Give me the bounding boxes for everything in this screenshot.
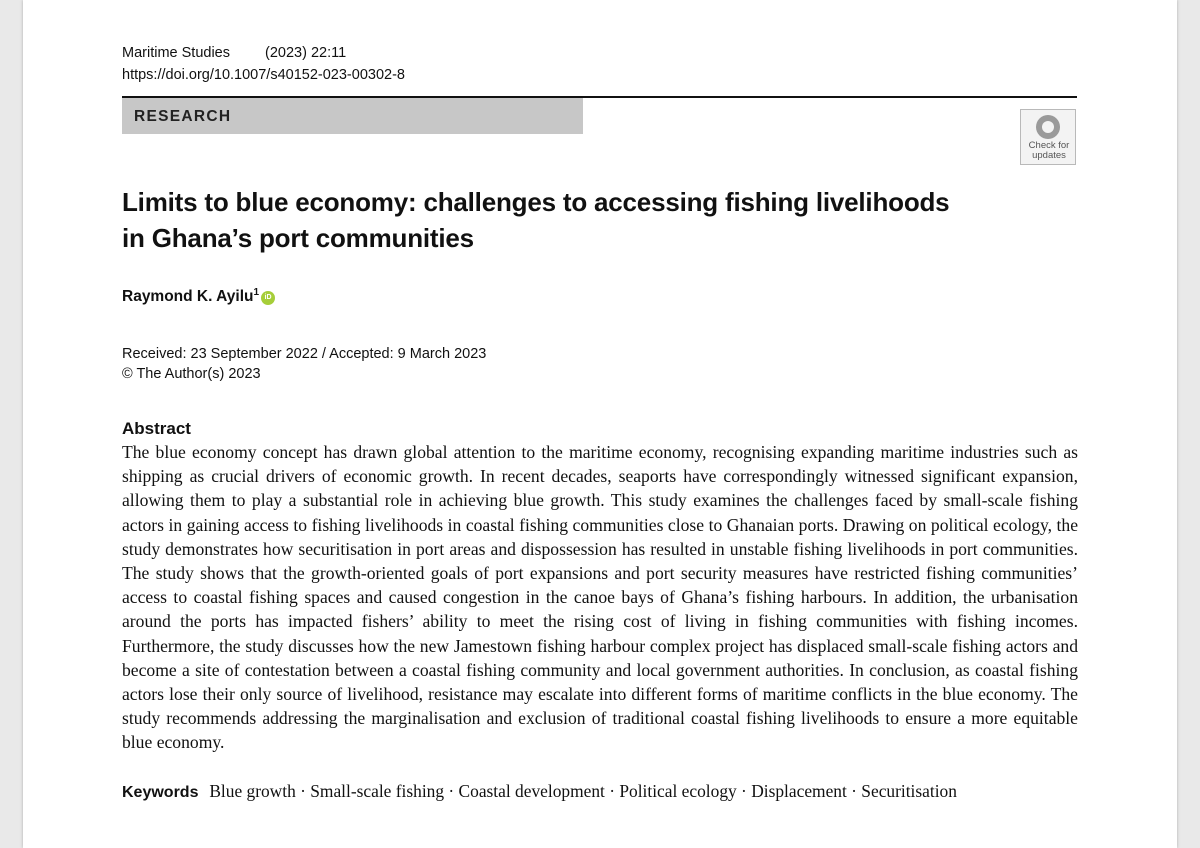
keywords-label: Keywords: [122, 784, 199, 801]
doi-link[interactable]: https://doi.org/10.1007/s40152-023-00302-8: [122, 67, 405, 83]
section-bar: [122, 98, 583, 134]
check-for-updates-badge[interactable]: [1020, 109, 1076, 165]
orcid-icon[interactable]: iD: [261, 291, 275, 305]
dates-block: [122, 344, 486, 384]
keywords: [122, 781, 957, 802]
author: [122, 287, 275, 306]
check-updates-label: Check for updates: [1028, 140, 1070, 161]
citation: (2023) 22:11: [265, 45, 347, 61]
received-accepted: Received: 23 September 2022 / Accepted: 9 March 2023: [122, 346, 487, 362]
affiliation-marker: 1: [253, 287, 260, 298]
section-label: RESEARCH: [134, 108, 232, 125]
paper-title: Limits to blue economy: challenges to accessing fishing livelihoods in Ghana’s port communities: [122, 187, 950, 253]
abstract-heading: Abstract: [122, 419, 191, 438]
journal-name: Maritime Studies: [122, 45, 230, 61]
check-updates-icon: [1036, 115, 1060, 139]
copyright: © The Author(s) 2023: [122, 366, 261, 382]
abstract-text: The blue economy concept has drawn global attention to the maritime economy, recognising expanding maritime industries such as shipping as crucial drivers of economic growth. In recent decades, seaports have correspondingly witnessed significant expansion, allowing them to play a substantial role in achieving blue growth. This study examines the challenges faced by small-scale fishing actors in gaining access to fishing livelihoods in coastal fishing communities close to Ghanaian ports. Drawing on political ecology, the study demonstrates how securitisation in port areas and dispossession has resulted in unstable fishing livelihoods in port communities. The study shows that the growth-oriented goals of port expansions and port security measures have restricted fishing communities’ access to coastal fishing spaces and caused congestion in the canoe bays of Ghana’s fishing harbours. In addition, the urbanisation around the ports has impacted fishers’ ability to meet the rising cost of living in fishing communities with fishing incomes. Furthermore, the study discusses how the new Jamestown fishing harbour complex project has displaced small-scale fishing actors and become a site of contestation between a coastal fishing community and local government authorities. In conclusion, as coastal fishing actors lose their only source of livelihood, resistance may escalate into different forms of maritime conflicts in the blue economy. The study recommends addressing the marginalisation and exclusion of traditional coastal fishing livelihoods to ensure a more equitable blue economy.: [122, 442, 1078, 753]
keywords-list: Blue growth · Small-scale fishing · Coastal development · Political ecology · Displacement · Securitisation: [209, 781, 957, 801]
author-name: Raymond K. Ayilu: [122, 288, 254, 306]
